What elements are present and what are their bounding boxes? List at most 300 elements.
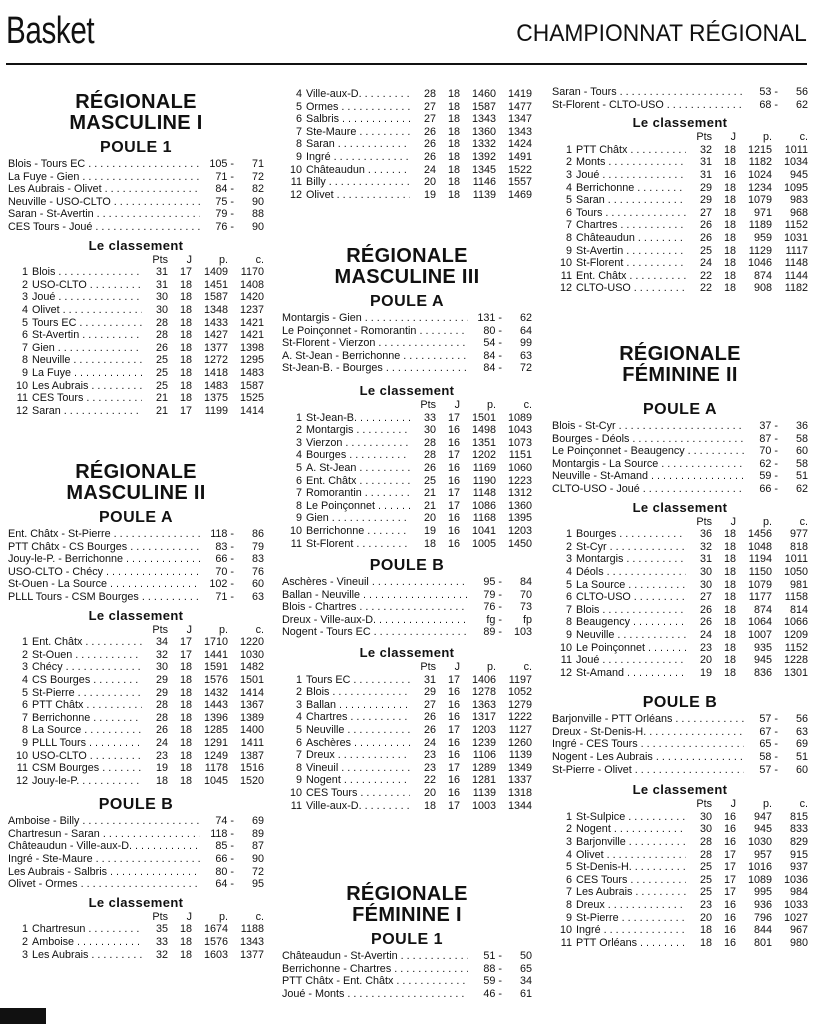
team-name: Vierzon . . .	[306, 437, 410, 450]
points-scored: 1351	[471, 436, 496, 449]
home-score: 102 -	[209, 578, 234, 591]
home-score: 89 -	[483, 626, 502, 639]
team-name: Châteaudun . . .	[576, 232, 686, 245]
standings-row	[552, 566, 808, 579]
standings-row	[282, 787, 532, 800]
away-score: 62	[795, 98, 808, 111]
match-teams: Joué - Monts . . .	[282, 988, 468, 1001]
points: 30	[699, 565, 712, 578]
standings-table	[282, 88, 532, 201]
points-conceded: 1491	[507, 150, 532, 163]
rank: 11	[16, 762, 28, 775]
points: 29	[699, 194, 712, 207]
home-score: 88 -	[483, 962, 502, 975]
games-played: 18	[179, 762, 192, 775]
games-played: 18	[179, 303, 192, 316]
games-played: 18	[179, 316, 192, 329]
rank: 12	[289, 188, 302, 201]
rank: 4	[565, 848, 572, 861]
away-score: 51	[795, 470, 808, 483]
regionale-masculine-2-continued	[282, 88, 532, 201]
points-conceded: 1222	[507, 711, 532, 724]
scored-header: p.	[486, 398, 496, 411]
points: 33	[155, 936, 168, 949]
points-conceded: 1034	[783, 156, 808, 169]
away-score: 56	[795, 86, 808, 98]
away-score: 88	[251, 208, 264, 221]
match-teams: Jouy-le-P. - Berrichonne . . .	[8, 553, 200, 566]
points-scored: 945	[753, 654, 772, 667]
games-played: 16	[447, 698, 460, 711]
points-scored: 1285	[203, 724, 228, 737]
match-teams: Châteaudun - St-Avertin . . .	[282, 950, 468, 963]
scored-header: p.	[218, 623, 228, 636]
match-teams: Blois - St-Cyr . . .	[552, 420, 744, 433]
points-conceded: 1139	[508, 749, 532, 762]
points: 18	[423, 799, 436, 812]
rank: 11	[16, 392, 28, 405]
result-row	[282, 362, 532, 375]
games-played: 18	[179, 366, 192, 379]
points: 25	[699, 886, 712, 899]
points-scored: 1291	[203, 736, 228, 749]
result-row	[552, 420, 808, 433]
match-teams: CLTO-USO - Joué . . .	[552, 483, 744, 496]
home-score: 66 -	[215, 853, 234, 866]
match-teams: USO-CLTO - Chécy . . .	[8, 566, 200, 579]
points-scored: 1005	[471, 537, 496, 550]
team-name: Joué . . .	[576, 169, 686, 182]
rank-header	[282, 399, 306, 412]
home-score: 54 -	[483, 337, 502, 350]
standings-row	[282, 800, 532, 813]
rank: 6	[21, 329, 28, 342]
points-conceded: 1483	[239, 366, 264, 379]
games-played: 18	[179, 699, 192, 712]
games-played: 18	[179, 291, 192, 304]
standings-row	[552, 245, 808, 258]
standings-row	[552, 591, 808, 604]
home-score: 53 -	[759, 86, 778, 98]
points-conceded: 1421	[239, 316, 264, 329]
standings-row	[552, 579, 808, 592]
rank: 11	[290, 799, 302, 812]
points: 28	[423, 88, 436, 100]
points-conceded: 1337	[507, 774, 532, 787]
games-played: 18	[723, 666, 736, 679]
standings-row	[8, 636, 264, 649]
match-teams: Ent. Châtx - St-Pierre . . .	[8, 528, 200, 541]
points-scored: 1177	[748, 591, 772, 604]
points: 31	[699, 168, 712, 181]
standings-row	[552, 169, 808, 182]
points: 25	[155, 366, 168, 379]
rank: 7	[21, 711, 28, 724]
standings-row	[8, 712, 264, 725]
home-score: 66 -	[215, 553, 234, 566]
games-played: 16	[447, 749, 460, 762]
points: 25	[699, 861, 712, 874]
standings-row	[282, 412, 532, 425]
page-title: CHAMPIONNAT RÉGIONAL	[516, 20, 807, 47]
home-score: 76 -	[483, 601, 502, 614]
away-score: fp	[522, 613, 532, 626]
points: 26	[423, 724, 436, 737]
result-row	[282, 589, 532, 602]
games-played: 16	[447, 436, 460, 449]
points-scored: 874	[753, 269, 772, 282]
points-conceded: 1151	[508, 449, 532, 462]
points: 32	[155, 648, 168, 661]
team-name: St-Ouen . . .	[32, 649, 142, 662]
games-played: 18	[179, 341, 192, 354]
points: 18	[155, 774, 168, 787]
standings-row	[8, 342, 264, 355]
rank: 9	[565, 911, 572, 924]
points-conceded: 1408	[239, 278, 264, 291]
standings-header	[282, 661, 532, 674]
points: 29	[155, 686, 168, 699]
points-conceded: 1031	[783, 231, 808, 244]
rank: 9	[295, 512, 302, 525]
standings-row	[552, 874, 808, 887]
standings-row	[282, 762, 532, 775]
team-name: PTT Châtx . . .	[32, 699, 142, 712]
regionale-masculine-1	[8, 92, 264, 417]
section-title: MASCULINE II	[66, 482, 206, 504]
rank: 1	[295, 411, 302, 424]
points-scored: 1332	[471, 138, 496, 151]
points: 26	[699, 231, 712, 244]
team-name: Ent. Châtx . . .	[32, 636, 142, 649]
points: 31	[155, 266, 168, 279]
points: 28	[155, 711, 168, 724]
points-scored: 1427	[203, 329, 228, 342]
standings-row	[282, 674, 532, 687]
standings-row	[8, 304, 264, 317]
match-teams: Berrichonne - Chartres . . .	[282, 963, 468, 976]
points-scored: 1030	[747, 836, 772, 849]
poule-title: POULE B	[642, 694, 718, 712]
classement-title: Le classement	[88, 607, 184, 623]
points-scored: 1007	[747, 628, 772, 641]
points-conceded: 1469	[507, 188, 532, 201]
games-played: 16	[723, 168, 736, 181]
result-row	[8, 171, 264, 184]
points-scored: 1441	[203, 648, 228, 661]
games-played: 18	[723, 257, 736, 270]
points-conceded: 1144	[784, 269, 808, 282]
points: 28	[423, 436, 436, 449]
standings-row	[552, 811, 808, 824]
standings-row	[552, 937, 808, 950]
result-row	[8, 541, 264, 554]
match-teams: Dreux - St-Denis-H. . . .	[552, 726, 744, 739]
games-played: 18	[723, 156, 736, 169]
points: 26	[423, 150, 436, 163]
points-scored: 1086	[471, 499, 496, 512]
away-score: 70	[519, 588, 532, 601]
conceded-header: c.	[523, 661, 532, 674]
games-played: 16	[447, 537, 460, 550]
games-played: 18	[179, 392, 192, 405]
points-conceded: 1557	[507, 176, 532, 189]
points-conceded: 1158	[784, 591, 808, 604]
games-played: 18	[723, 194, 736, 207]
points-scored: 1024	[747, 168, 772, 181]
points-scored: 1203	[471, 724, 496, 737]
away-score: 50	[519, 950, 532, 962]
points-scored: 1139	[472, 188, 496, 201]
games-played: 18	[723, 616, 736, 629]
games-played: 18	[179, 278, 192, 291]
points-conceded: 1033	[783, 899, 808, 911]
home-score: 58 -	[759, 751, 778, 764]
points-conceded: 1424	[507, 138, 532, 151]
rank: 9	[295, 150, 302, 163]
match-teams: St-Florent - CLTO-USO . . .	[552, 99, 744, 112]
away-score: 72	[251, 170, 264, 183]
points-scored: 1249	[203, 749, 228, 762]
standings-row	[282, 101, 532, 114]
match-teams: Saran - Tours . . .	[552, 86, 744, 99]
match-teams: Le Poinçonnet - Beaugency . . .	[552, 445, 744, 458]
home-score: 75 -	[215, 195, 234, 208]
points: 27	[423, 698, 436, 711]
classement-title: Le classement	[359, 645, 455, 661]
points-scored: 1234	[747, 181, 772, 194]
home-score: 46 -	[483, 987, 502, 1000]
result-row	[282, 950, 532, 963]
match-teams: Neuville - USO-CLTO . . .	[8, 196, 200, 209]
standings-table	[8, 911, 264, 961]
results-list	[552, 86, 808, 111]
section-title: RÉGIONALE	[346, 883, 468, 905]
games-played: 16	[723, 836, 736, 849]
match-teams: Les Aubrais - Olivet . . .	[8, 183, 200, 196]
games-played: 16	[447, 736, 460, 749]
result-row	[282, 325, 532, 338]
away-score: 51	[795, 751, 808, 764]
standings-row	[552, 616, 808, 629]
points-scored: 1106	[472, 749, 496, 762]
team-name: Le Poinçonnet . . .	[576, 642, 686, 655]
points-scored: 1016	[747, 861, 772, 874]
points-scored: 1215	[747, 143, 772, 156]
points-scored: 1348	[203, 303, 228, 316]
team-name: Chécy . . .	[32, 661, 142, 674]
points-conceded: 915	[789, 848, 808, 861]
team-name: Berrichonne . . .	[576, 182, 686, 195]
points: 27	[423, 100, 436, 113]
points: 26	[423, 711, 436, 724]
games-played: 18	[723, 578, 736, 591]
points-conceded: 1377	[239, 948, 264, 961]
games-played: 18	[179, 936, 192, 949]
standings-row	[552, 629, 808, 642]
games-header: J	[454, 398, 460, 411]
poule-title: POULE A	[642, 401, 718, 418]
team-name: St-Sulpice . . .	[576, 811, 686, 824]
rank: 3	[21, 948, 28, 961]
rank: 3	[295, 698, 302, 711]
section-title: FÉMININE I	[352, 904, 462, 926]
points-scored: 1202	[471, 449, 496, 462]
points-scored: 1048	[747, 540, 772, 553]
games-played: 17	[447, 499, 460, 512]
games-played: 16	[447, 686, 460, 699]
points-conceded: 1170	[240, 266, 264, 279]
points-header: Pts	[420, 661, 436, 674]
team-name: Les Aubrais . . .	[576, 886, 686, 899]
team-name: Barjonville . . .	[576, 836, 686, 849]
rank: 9	[295, 774, 302, 787]
team-header	[306, 661, 410, 674]
rank: 4	[295, 711, 302, 724]
away-score: 36	[795, 420, 808, 432]
rank: 6	[565, 206, 572, 219]
points-conceded: 984	[789, 886, 808, 899]
points-conceded: 1073	[507, 436, 532, 449]
points: 18	[699, 936, 712, 949]
team-name: Monts . . .	[576, 156, 686, 169]
poule-title: POULE 1	[371, 931, 443, 948]
poule-title: POULE B	[98, 796, 174, 814]
points: 30	[155, 291, 168, 304]
points-scored: 1498	[471, 424, 496, 437]
team-name: PLLL Tours . . .	[32, 737, 142, 750]
games-header: J	[186, 623, 192, 636]
home-score: 59 -	[483, 975, 502, 988]
points-conceded: 1043	[507, 424, 532, 437]
points-scored: 1406	[471, 673, 496, 686]
team-header	[576, 516, 686, 529]
result-row	[8, 221, 264, 234]
points: 31	[155, 278, 168, 291]
away-score: 73	[519, 601, 532, 614]
standings-table	[552, 131, 808, 295]
points: 21	[155, 392, 168, 405]
points-scored: 1150	[748, 565, 772, 578]
points-conceded: 1525	[239, 392, 264, 405]
standings-row	[8, 775, 264, 788]
games-played: 16	[447, 711, 460, 724]
rank: 10	[559, 641, 572, 654]
points-scored: 935	[753, 641, 772, 654]
standings-row	[552, 642, 808, 655]
team-name: Beaugency . . .	[576, 616, 686, 629]
match-teams: Bourges - Déols . . .	[552, 433, 744, 446]
games-played: 17	[723, 848, 736, 861]
poule-title: POULE 1	[100, 139, 172, 156]
points-conceded: 1260	[507, 736, 532, 749]
home-score: 51 -	[483, 950, 502, 962]
home-score: 105 -	[209, 158, 234, 170]
points-header: Pts	[152, 253, 168, 266]
points-scored: 1576	[203, 936, 228, 949]
games-played: 18	[179, 354, 192, 367]
rank: 2	[21, 648, 28, 661]
standings-row	[8, 687, 264, 700]
points: 23	[423, 749, 436, 762]
points-conceded: 1188	[240, 923, 264, 936]
points-conceded: 1152	[784, 219, 808, 232]
games-played: 18	[179, 711, 192, 724]
points-scored: 1189	[748, 219, 772, 232]
rank-header	[8, 624, 32, 637]
points-scored: 1272	[203, 354, 228, 367]
points-scored: 1377	[203, 341, 228, 354]
scored-header: p.	[762, 131, 772, 144]
standings-row	[552, 861, 808, 874]
points: 29	[699, 181, 712, 194]
standings-row	[8, 266, 264, 279]
rank: 5	[295, 461, 302, 474]
points-conceded: 1367	[239, 699, 264, 712]
home-score: 37 -	[759, 420, 778, 432]
games-played: 18	[723, 553, 736, 566]
standings-row	[552, 144, 808, 157]
games-played: 17	[447, 724, 460, 737]
team-name: Dreux . . .	[576, 899, 686, 912]
points-conceded: 1398	[239, 341, 264, 354]
rank: 5	[565, 194, 572, 207]
standings-header	[8, 254, 264, 267]
points: 32	[155, 948, 168, 961]
points-conceded: 1389	[239, 711, 264, 724]
standings-row	[282, 538, 532, 551]
team-name: Tours EC . . .	[306, 674, 410, 687]
points-scored: 1674	[203, 923, 228, 936]
section-title: FÉMININE II	[622, 364, 738, 386]
standings-row	[552, 207, 808, 220]
points-conceded: 1148	[784, 257, 808, 270]
result-row	[552, 483, 808, 496]
result-row	[552, 445, 808, 458]
standings-row	[8, 649, 264, 662]
points-scored: 908	[753, 282, 772, 295]
conceded-header: c.	[799, 798, 808, 811]
games-played: 18	[723, 628, 736, 641]
points-scored: 1343	[471, 113, 496, 126]
home-score: 84 -	[483, 362, 502, 375]
conceded-header: c.	[523, 398, 532, 411]
points: 30	[155, 303, 168, 316]
standings-row	[282, 774, 532, 787]
rank: 6	[565, 591, 572, 604]
rank: 12	[15, 774, 28, 787]
rank: 1	[565, 143, 572, 156]
games-played: 16	[447, 524, 460, 537]
standings-row	[8, 750, 264, 763]
standings-row	[552, 232, 808, 245]
points-scored: 844	[753, 924, 772, 937]
points-conceded: 1223	[507, 474, 532, 487]
standings-row	[552, 823, 808, 836]
games-played: 18	[179, 923, 192, 936]
rank: 3	[21, 291, 28, 304]
rank: 3	[295, 436, 302, 449]
games-played: 18	[179, 329, 192, 342]
points: 30	[423, 424, 436, 437]
rank: 10	[559, 924, 572, 937]
points-conceded: 1344	[507, 799, 532, 812]
points: 26	[155, 724, 168, 737]
points-scored: 1603	[203, 948, 228, 961]
games-played: 16	[447, 787, 460, 799]
away-score: 58	[795, 457, 808, 470]
poule-title: POULE B	[369, 557, 445, 575]
